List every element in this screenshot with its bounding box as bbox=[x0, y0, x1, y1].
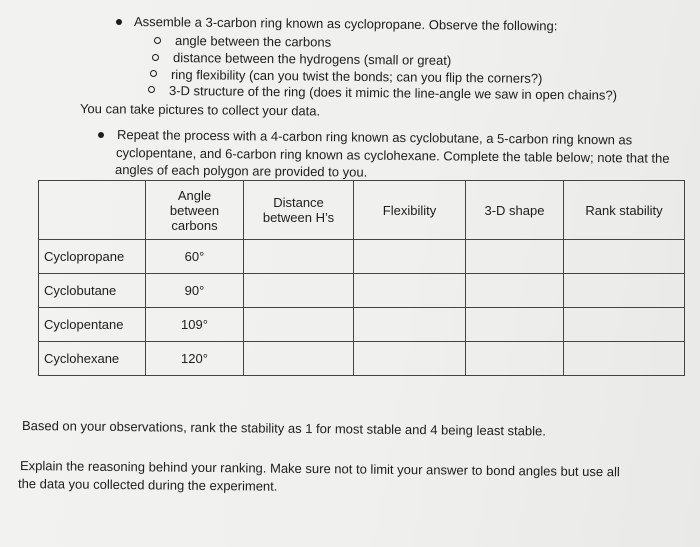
note-text: You can take pictures to collect your data. bbox=[79, 101, 321, 119]
blank-cell[interactable] bbox=[244, 342, 354, 376]
table-row bbox=[39, 240, 685, 274]
blank-cell[interactable] bbox=[354, 342, 466, 376]
row-name-cyclohexane: Cyclohexane bbox=[39, 342, 146, 376]
table-header-distance: Distance between H’s bbox=[244, 181, 354, 240]
blank-cell[interactable] bbox=[466, 274, 564, 308]
repeat-line-2: cyclopentane, and 6-carbon ring known as cyclohexane. Complete the table below; note that the bbox=[115, 145, 670, 166]
blank-cell[interactable] bbox=[466, 308, 564, 342]
footer-line-1: Based on your observations, rank the stability as 1 for most stable and 4 being least stable. bbox=[21, 418, 546, 439]
blank-cell[interactable] bbox=[244, 308, 354, 342]
row-angle: 90° bbox=[146, 274, 244, 308]
circle-bullet-icon bbox=[154, 37, 161, 44]
table-header-3d-shape: 3-D shape bbox=[466, 181, 564, 240]
table-header-rank-stability: Rank stability bbox=[564, 181, 685, 240]
repeat-line-3: angles of each polygon are provided to you. bbox=[114, 162, 368, 180]
row-name-cyclobutane: Cyclobutane bbox=[39, 274, 146, 308]
blank-cell[interactable] bbox=[244, 240, 354, 274]
blank-cell[interactable] bbox=[354, 240, 466, 274]
bullet-icon bbox=[98, 132, 104, 138]
table-row bbox=[39, 274, 685, 308]
row-angle: 120° bbox=[146, 342, 244, 376]
row-angle: 109° bbox=[146, 308, 244, 342]
table-header-blank bbox=[39, 181, 146, 240]
blank-cell[interactable] bbox=[564, 274, 685, 308]
blank-cell[interactable] bbox=[564, 240, 685, 274]
bullet-text-2: Repeat the process with a 4-carbon ring known as cyclobutane, a 5-carbon ring known as bbox=[116, 127, 633, 148]
blank-cell[interactable] bbox=[466, 342, 564, 376]
table-header-angle: Angle between carbons bbox=[146, 181, 244, 240]
row-angle: 60° bbox=[146, 240, 244, 274]
blank-cell[interactable] bbox=[564, 342, 685, 376]
row-name-cyclopentane: Cyclopentane bbox=[39, 308, 146, 342]
table-header-row bbox=[39, 181, 685, 240]
sub-item-angle: angle between the carbons bbox=[174, 33, 332, 50]
blank-cell[interactable] bbox=[354, 308, 466, 342]
blank-cell[interactable] bbox=[466, 240, 564, 274]
footer-line-2: Explain the reasoning behind your ranking. Make sure not to limit your answer to bond angles but use all bbox=[19, 458, 620, 480]
table-header-flexibility: Flexibility bbox=[354, 181, 466, 240]
row-name-cyclopropane: Cyclopropane bbox=[39, 240, 146, 274]
table-row bbox=[39, 342, 685, 376]
table-row bbox=[39, 308, 685, 342]
circle-bullet-icon bbox=[152, 54, 159, 61]
sub-item-flexibility: ring flexibility (can you twist the bonds; can you flip the corners?) bbox=[170, 67, 543, 86]
sub-item-3d-structure: 3-D structure of the ring (does it mimic the line-angle we saw in open chains?) bbox=[168, 83, 618, 103]
blank-cell[interactable] bbox=[244, 274, 354, 308]
blank-cell[interactable] bbox=[354, 274, 466, 308]
circle-bullet-icon bbox=[148, 86, 155, 93]
bullet-icon bbox=[116, 19, 122, 25]
footer-line-3: the data you collected during the experiment. bbox=[17, 476, 278, 494]
circle-bullet-icon bbox=[150, 70, 157, 77]
bullet-text-1: Assemble a 3-carbon ring known as cyclopropane. Observe the following: bbox=[133, 14, 558, 34]
blank-cell[interactable] bbox=[564, 308, 685, 342]
sub-item-distance: distance between the hydrogens (small or great) bbox=[172, 50, 452, 68]
cycloalkane-data-table bbox=[38, 180, 685, 376]
